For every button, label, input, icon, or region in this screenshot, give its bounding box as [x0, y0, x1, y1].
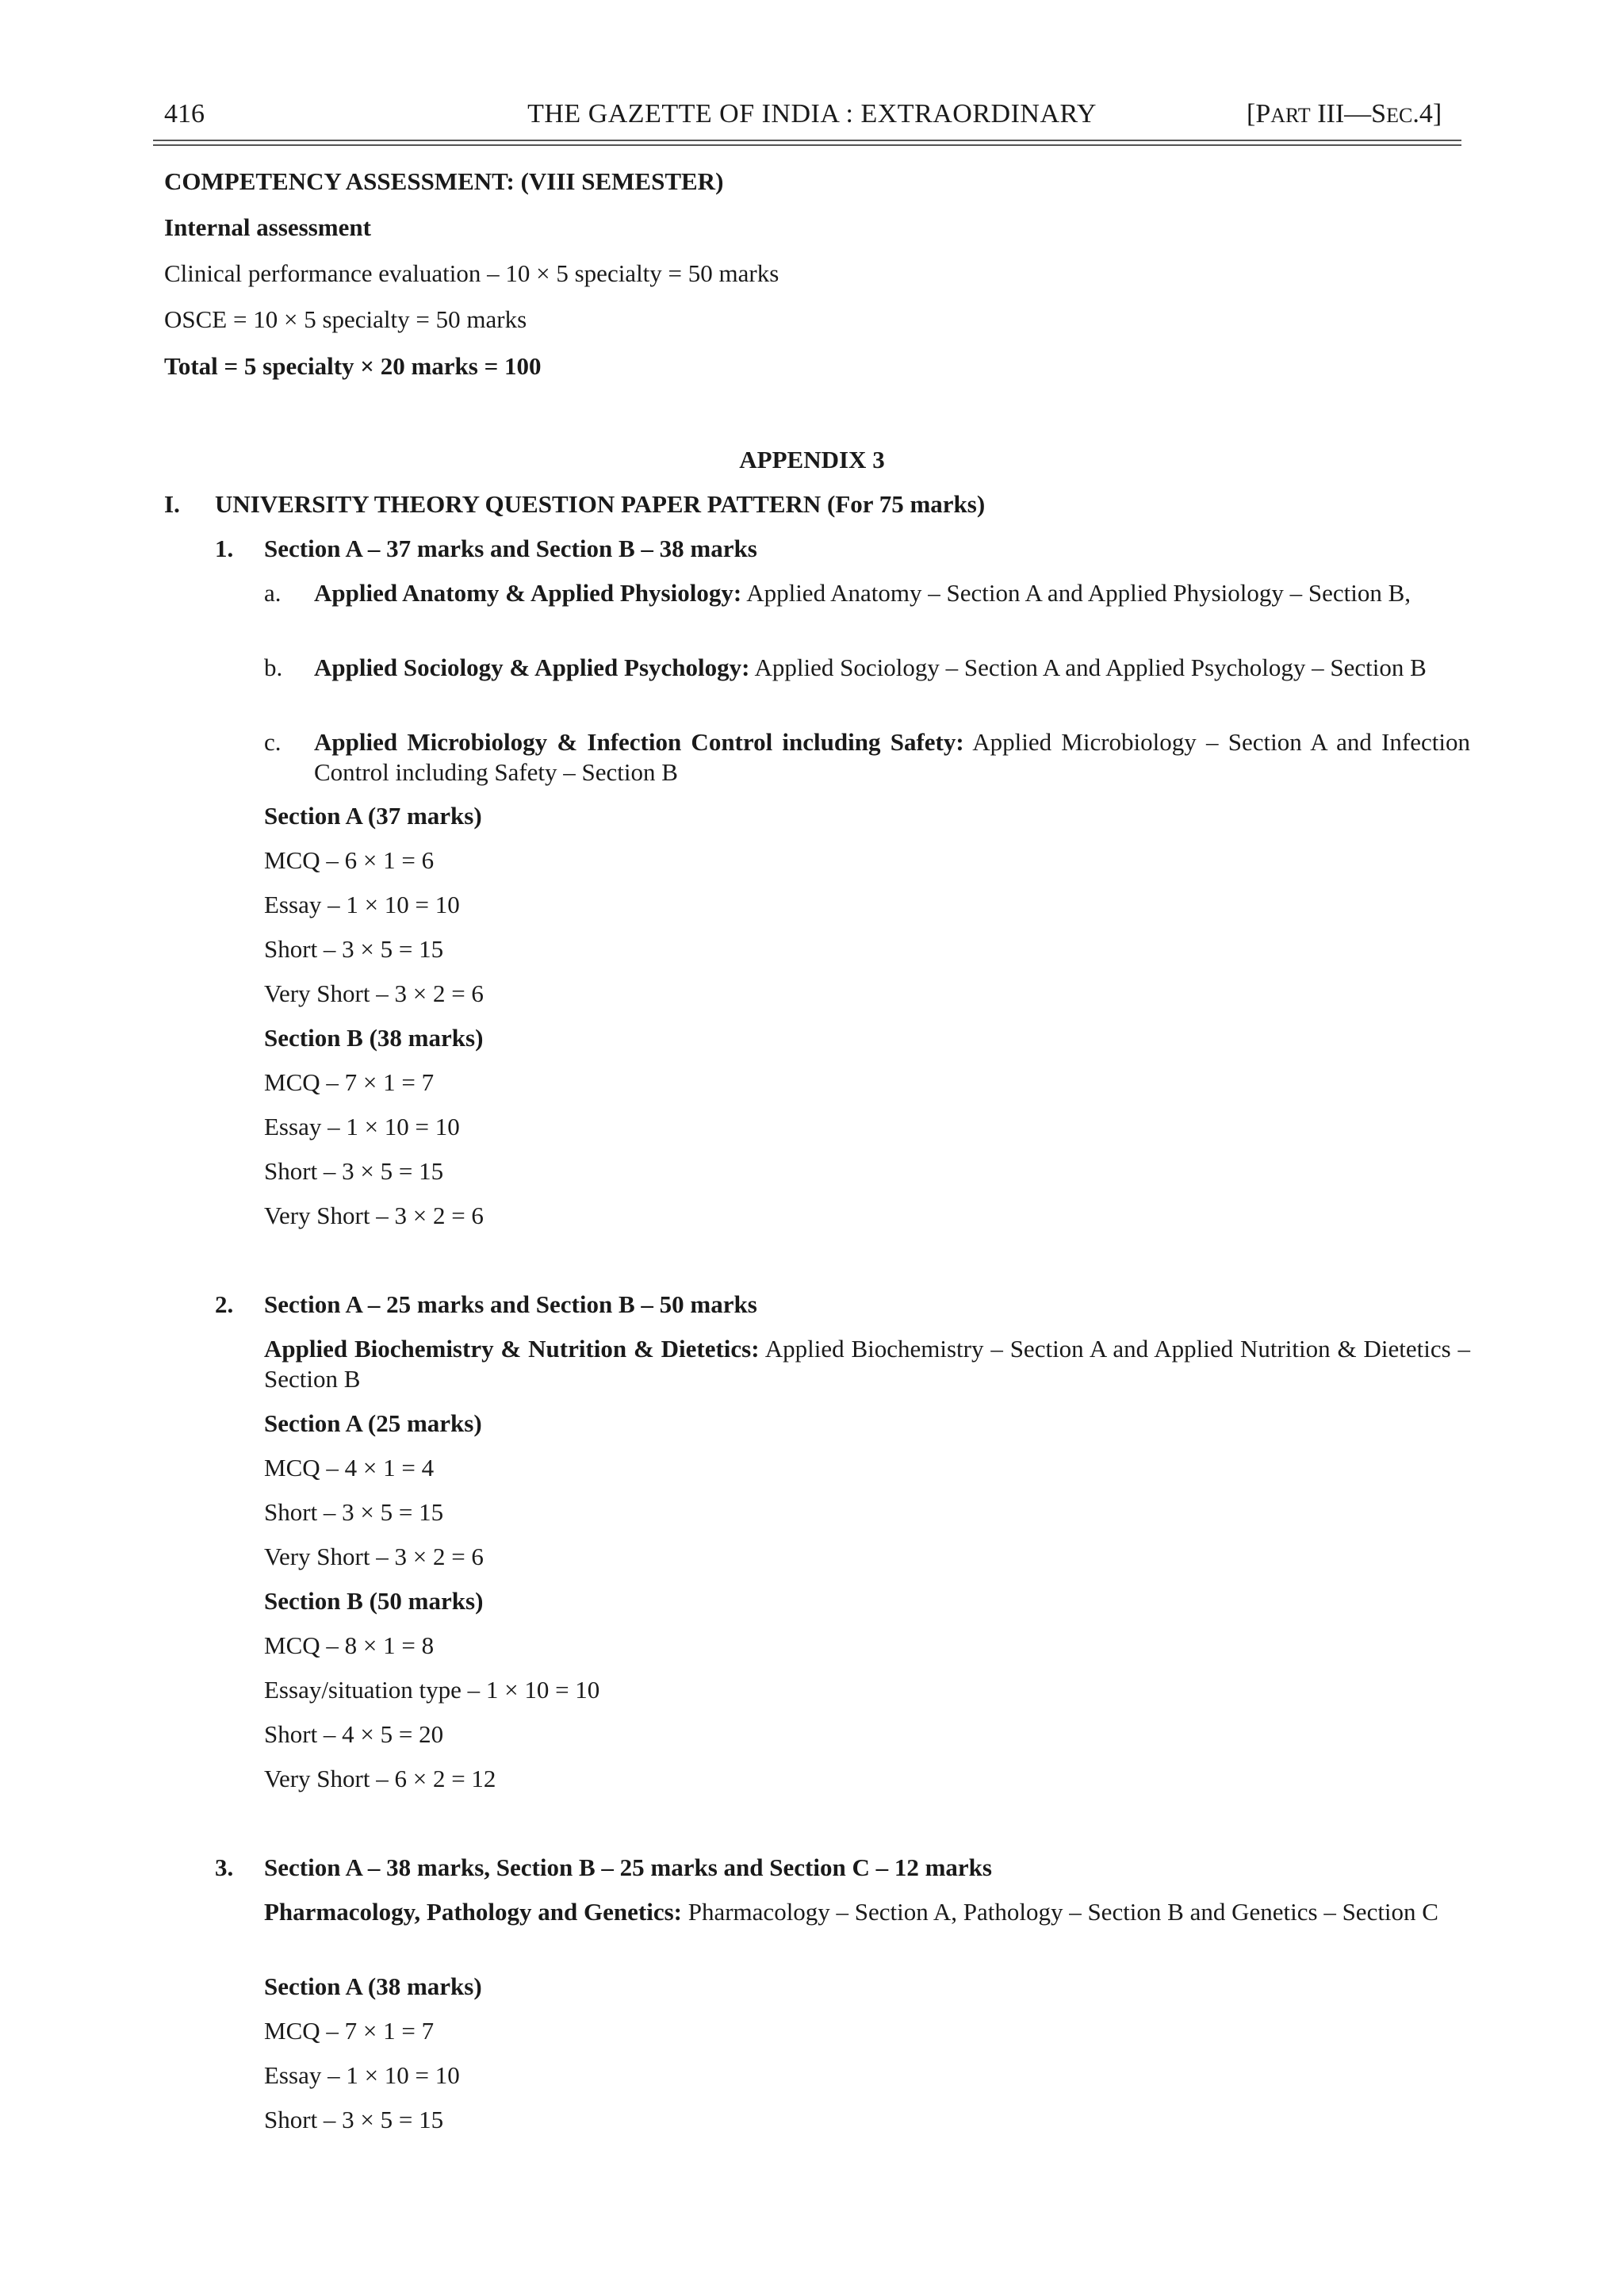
item-title: Section A – 25 marks and Section B – 50 marks [264, 1290, 757, 1318]
header-rule-top [153, 140, 1461, 141]
marks-line: Essay – 1 × 10 = 10 [264, 891, 460, 918]
marks-line: Very Short – 3 × 2 = 6 [264, 979, 484, 1007]
subitem-text: Applied Anatomy & Applied Physiology: Applied Anatomy – Section A and Applied Physiology – Section B, [314, 579, 1411, 607]
marks-line: Short – 3 × 5 = 15 [264, 935, 444, 963]
item-number: 1. [215, 535, 234, 562]
marks-line: MCQ – 8 × 1 = 8 [264, 1631, 435, 1659]
section-a-heading: Section A (25 marks) [264, 1409, 482, 1437]
marks-line: Essay – 1 × 10 = 10 [264, 1113, 460, 1140]
subitem-letter: c. [264, 728, 282, 756]
part-section-label: [PART III—SEC.4] [1247, 99, 1442, 128]
subitem-text: Applied Sociology & Applied Psychology: Applied Sociology – Section A and Applied Psychology – Section B [314, 654, 1427, 681]
marks-line: MCQ – 4 × 1 = 4 [264, 1454, 435, 1481]
item-title: Section A – 38 marks, Section B – 25 marks and Section C – 12 marks [264, 1853, 992, 1881]
item-description: Applied Biochemistry & Nutrition & Dietetics: Applied Biochemistry – Section A and Applied Nutrition & Dietetics – Section B [264, 1335, 1470, 1393]
marks-line: Essay – 1 × 10 = 10 [264, 2061, 460, 2089]
section-roman-number: I. [164, 490, 180, 518]
page-number: 416 [164, 99, 205, 128]
marks-line: MCQ – 7 × 1 = 7 [264, 2017, 435, 2045]
appendix-title: APPENDIX 3 [739, 446, 885, 473]
marks-line: Very Short – 6 × 2 = 12 [264, 1765, 496, 1792]
osce-line: OSCE = 10 × 5 specialty = 50 marks [164, 305, 527, 333]
internal-assessment-heading: Internal assessment [164, 213, 371, 241]
marks-line: Essay/situation type – 1 × 10 = 10 [264, 1676, 600, 1704]
item-description: Pharmacology, Pathology and Genetics: Pharmacology – Section A, Pathology – Section B and Genetics – Section C [264, 1898, 1438, 1926]
gazette-title: THE GAZETTE OF INDIA : EXTRAORDINARY [527, 99, 1097, 128]
marks-line: Very Short – 3 × 2 = 6 [264, 1543, 484, 1570]
marks-line: Very Short – 3 × 2 = 6 [264, 1202, 484, 1229]
subitem-letter: b. [264, 654, 283, 681]
section-b-heading: Section B (38 marks) [264, 1024, 484, 1052]
section-a-heading: Section A (38 marks) [264, 1972, 482, 2000]
header-rule-bottom [153, 144, 1461, 146]
section-b-heading: Section B (50 marks) [264, 1587, 484, 1615]
marks-line: MCQ – 6 × 1 = 6 [264, 846, 435, 874]
clinical-evaluation-line: Clinical performance evaluation – 10 × 5 specialty = 50 marks [164, 259, 779, 287]
marks-line: MCQ – 7 × 1 = 7 [264, 1068, 435, 1096]
subitem-letter: a. [264, 579, 282, 607]
item-number: 2. [215, 1290, 234, 1318]
subitem-text: Applied Microbiology & Infection Control including Safety: Applied Microbiology – Section A and Infection Control including Safety – Section B [314, 728, 1470, 786]
marks-line: Short – 3 × 5 = 15 [264, 2106, 444, 2133]
item-title: Section A – 37 marks and Section B – 38 marks [264, 535, 757, 562]
section-a-heading: Section A (37 marks) [264, 802, 482, 830]
total-line: Total = 5 specialty × 20 marks = 100 [164, 352, 542, 380]
marks-line: Short – 3 × 5 = 15 [264, 1498, 444, 1526]
section-title: UNIVERSITY THEORY QUESTION PAPER PATTERN (For 75 marks) [215, 490, 986, 518]
marks-line: Short – 3 × 5 = 15 [264, 1157, 444, 1185]
competency-heading: COMPETENCY ASSESSMENT: (VIII SEMESTER) [164, 167, 724, 195]
marks-line: Short – 4 × 5 = 20 [264, 1720, 444, 1748]
item-number: 3. [215, 1853, 234, 1881]
